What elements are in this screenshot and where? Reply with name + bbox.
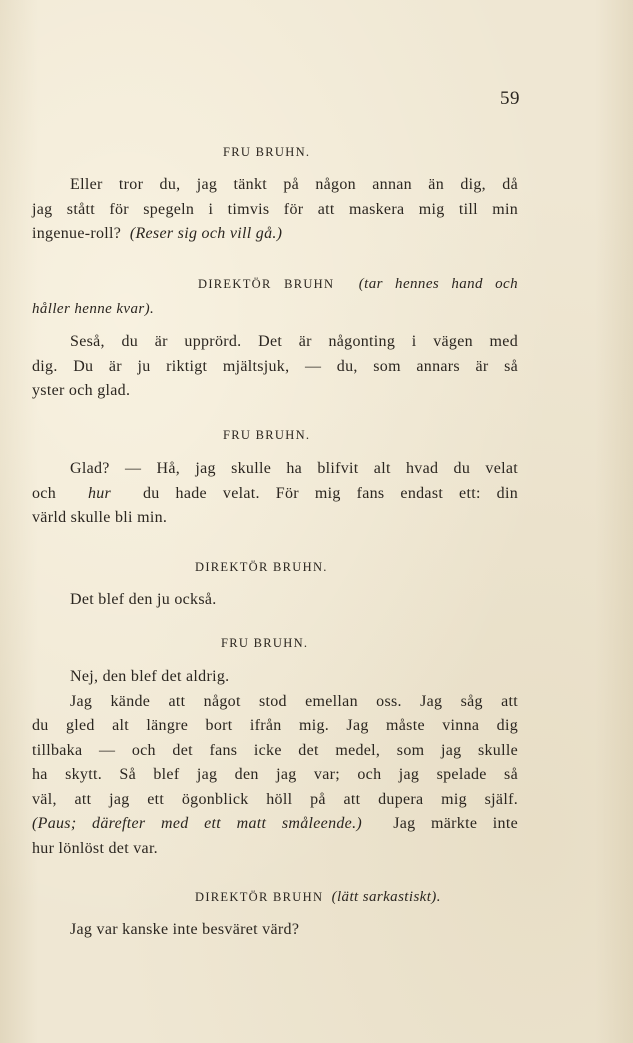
speaker-line: [32, 272, 518, 297]
text-line: jag stått för spegeln i timvis för att maskera mig till min: [32, 200, 518, 218]
text-line: [32, 482, 518, 507]
text-line: [32, 222, 518, 247]
speaker-heading-direktor-bruhn: DIREKTÖR BRUHN.: [195, 560, 328, 574]
text-line: tillbaka — och det fans icke det medel, som jag skulle: [32, 741, 518, 759]
stage-direction: (Paus; därefter med ett matt småleende.): [32, 815, 362, 832]
text-segment: och: [32, 484, 57, 502]
speaker-heading-fru-bruhn: FRU BRUHN.: [221, 636, 309, 650]
text-line: [32, 812, 518, 837]
speaker-heading-fru-bruhn: FRU BRUHN.: [223, 145, 311, 159]
dialogue-paragraph: [32, 588, 518, 613]
text-line: Det blef den ju också.: [70, 591, 217, 608]
dialogue-paragraph: [32, 173, 518, 247]
text-line: yster och glad.: [32, 382, 131, 399]
speaker-name: DIREKTÖR BRUHN: [195, 890, 324, 904]
speaker-name: DIREKTÖR BRUHN: [198, 277, 335, 291]
text-line: Seså, du är upprörd. Det är någonting i vägen med: [70, 333, 518, 350]
text-line: ha skytt. Så blef jag den jag var; och jag spelade så: [32, 766, 518, 783]
text-segment: du hade velat. För mig fans endast ett: din: [143, 484, 518, 502]
dialogue-paragraph: [32, 665, 518, 861]
text-segment: ingenue-roll?: [32, 225, 122, 242]
dialogue-paragraph: [32, 918, 518, 943]
text-line: dig. Du är ju riktigt mjältsjuk, — du, som annars är så: [32, 357, 518, 375]
stage-direction: (Reser sig och vill gå.): [129, 225, 283, 242]
text-line: Glad? — Hå, jag skulle ha blifvit alt hvad du velat: [70, 460, 518, 477]
speaker-line: [32, 297, 518, 322]
text-line: värld skulle bli min.: [32, 509, 168, 526]
dialogue-paragraph: [32, 330, 518, 404]
emphasis-word: hur: [87, 484, 112, 502]
page-number: 59: [500, 88, 520, 109]
text-segment: Jag märkte inte: [393, 815, 519, 832]
text-line: Jag kände att något stod emellan oss. Jag såg att: [70, 692, 518, 710]
text-line: hur lönlöst det var.: [32, 839, 158, 857]
speaker-line: [195, 889, 441, 905]
speaker-heading-direktor-bruhn: [32, 272, 518, 322]
text-line: Nej, den blef det aldrig.: [70, 668, 230, 685]
stage-direction: (lätt sarkastiskt).: [331, 889, 441, 905]
text-line: väl, att jag ett ögonblick höll på att dupera mig själf.: [32, 790, 518, 808]
dialogue-paragraph: [32, 457, 518, 531]
stage-direction: (tar hennes hand och: [358, 276, 518, 292]
text-line: Eller tror du, jag tänkt på någon annan än dig, då: [70, 176, 518, 193]
text-line: du gled alt längre bort ifrån mig. Jag måste vinna dig: [32, 717, 518, 734]
speaker-heading-fru-bruhn: FRU BRUHN.: [223, 428, 311, 442]
text-line: Jag var kanske inte besväret värd?: [70, 921, 300, 938]
speaker-heading-direktor-bruhn: [195, 885, 525, 910]
stage-direction: håller henne kvar).: [32, 301, 155, 317]
